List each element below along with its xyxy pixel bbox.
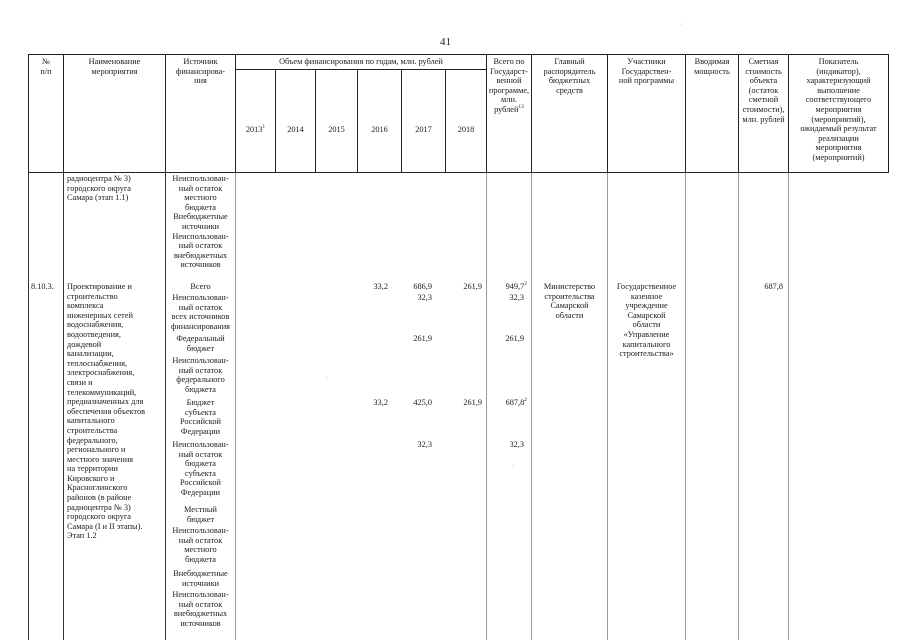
header-manager: Главный распорядитель бюджетных средств <box>532 55 608 173</box>
value-program-federal: 261,9 <box>505 334 524 343</box>
row-name: Проектирование и строительство комплекса инженерных сетей водоснабжения, водоотведения, дождевой канализации, теплоснабжения, электроснабжения, связи и телекоммуникаций, предназначенных для обеспечения объектов капитального строительства федерального, регионального и местного значения на территории Кировского и Красноглинского районов (в районе радиоцентра № 3) городского округа Самара (I и II этапы). Этап 1.2 <box>67 282 146 541</box>
value-2016-total: 33,2 <box>373 282 388 291</box>
value-program-regional: 687,8$^2$ <box>505 397 527 407</box>
prev-row-sources: Неиспользован- ный остаток местного бюджета Внебюджетные источники Неиспользован- ный остаток внебюджетных источников <box>172 174 229 270</box>
row-number: 8.10.3. <box>31 282 54 291</box>
header-participants: Участники Государствен- ной программы <box>608 55 686 173</box>
prev-row-name: радиоцентра № 3) городского округа Самара (этап 1.1) <box>67 174 131 203</box>
source-federal: Федеральный бюджет <box>176 334 225 353</box>
header-year-2015: 2015 <box>316 69 358 172</box>
scan-speck: · <box>326 375 328 381</box>
source-unused-extrabudgetary: Неиспользован- ный остаток внебюджетных источников <box>172 590 229 628</box>
col-line-1 <box>63 173 64 640</box>
header-name: Наименование мероприятия <box>64 55 166 173</box>
header-year-2014: 2014 <box>276 69 316 172</box>
value-2017-unused: 32,3 <box>417 293 432 302</box>
row-manager: Министерство строительства Самарской области <box>543 282 596 320</box>
source-extrabudgetary: Внебюджетные источники <box>173 569 228 588</box>
header-cost: Сметная стоимость объекта (остаток сметной стоимости), млн. рублей <box>739 55 789 173</box>
row-participants: Государственное казенное учреждение Самарской области «Управление капитального строительства» <box>616 282 677 359</box>
header-volume: Объем финансирования по годам, млн. рублей <box>236 55 487 70</box>
header-total: Всего по Государст- венной программе, млн. рублей$^{13}$ <box>487 55 532 173</box>
header-year-2016: 2016 <box>358 69 402 172</box>
scan-speck: · <box>680 22 682 28</box>
header-year-2018: 2018 <box>446 69 487 172</box>
header-year-2017: 2017 <box>402 69 446 172</box>
value-2017-federal: 261,9 <box>413 334 432 343</box>
source-unused-all: Неиспользован- ный остаток всех источников финансирования <box>171 293 230 331</box>
header-indicator: Показатель (индикатор), характеризующий выполнение соответствующего мероприятия (мероприятий), ожидаемый результат реализации мероприятия (мероприятий) <box>789 55 889 173</box>
value-2016-regional: 33,2 <box>373 398 388 407</box>
table-header <box>28 54 889 173</box>
header-num: № п/п <box>29 55 64 173</box>
source-unused-local: Неиспользован- ный остаток местного бюджета <box>172 526 229 564</box>
col-line-left <box>28 173 29 640</box>
source-regional: Бюджет субъекта Российской Федерации <box>180 398 221 436</box>
col-line-13 <box>738 173 739 640</box>
col-line-12 <box>685 173 686 640</box>
scan-speck: · <box>512 463 514 469</box>
source-total: Всего <box>190 282 211 291</box>
value-program-unused: 32,3 <box>509 293 524 302</box>
value-2017-regional-unused: 32,3 <box>417 440 432 449</box>
row-cost: 687,8 <box>764 282 783 291</box>
source-unused-federal: Неиспользован- ный остаток федерального бюджета <box>172 356 229 394</box>
value-2018-regional: 261,9 <box>463 398 482 407</box>
col-line-10 <box>531 173 532 640</box>
header-source: Источник финансирова- ния <box>166 55 236 173</box>
page-number: 41 <box>440 36 451 48</box>
col-line-3 <box>235 173 236 640</box>
value-2017-total: 686,9 <box>413 282 432 291</box>
value-2017-regional: 425,0 <box>413 398 432 407</box>
col-line-9 <box>486 173 487 640</box>
source-local: Местный бюджет <box>184 505 217 524</box>
header-year-2013: 2013$^1$ <box>236 69 276 172</box>
value-2018-total: 261,9 <box>463 282 482 291</box>
value-program-total: 949,7$^2$ <box>505 281 527 291</box>
source-unused-regional: Неиспользован- ный остаток бюджета субъекта Российской Федерации <box>172 440 229 497</box>
value-program-regional-unused: 32,3 <box>509 440 524 449</box>
col-line-14 <box>788 173 789 640</box>
col-line-11 <box>607 173 608 640</box>
header-capacity: Вводимая мощность <box>686 55 739 173</box>
